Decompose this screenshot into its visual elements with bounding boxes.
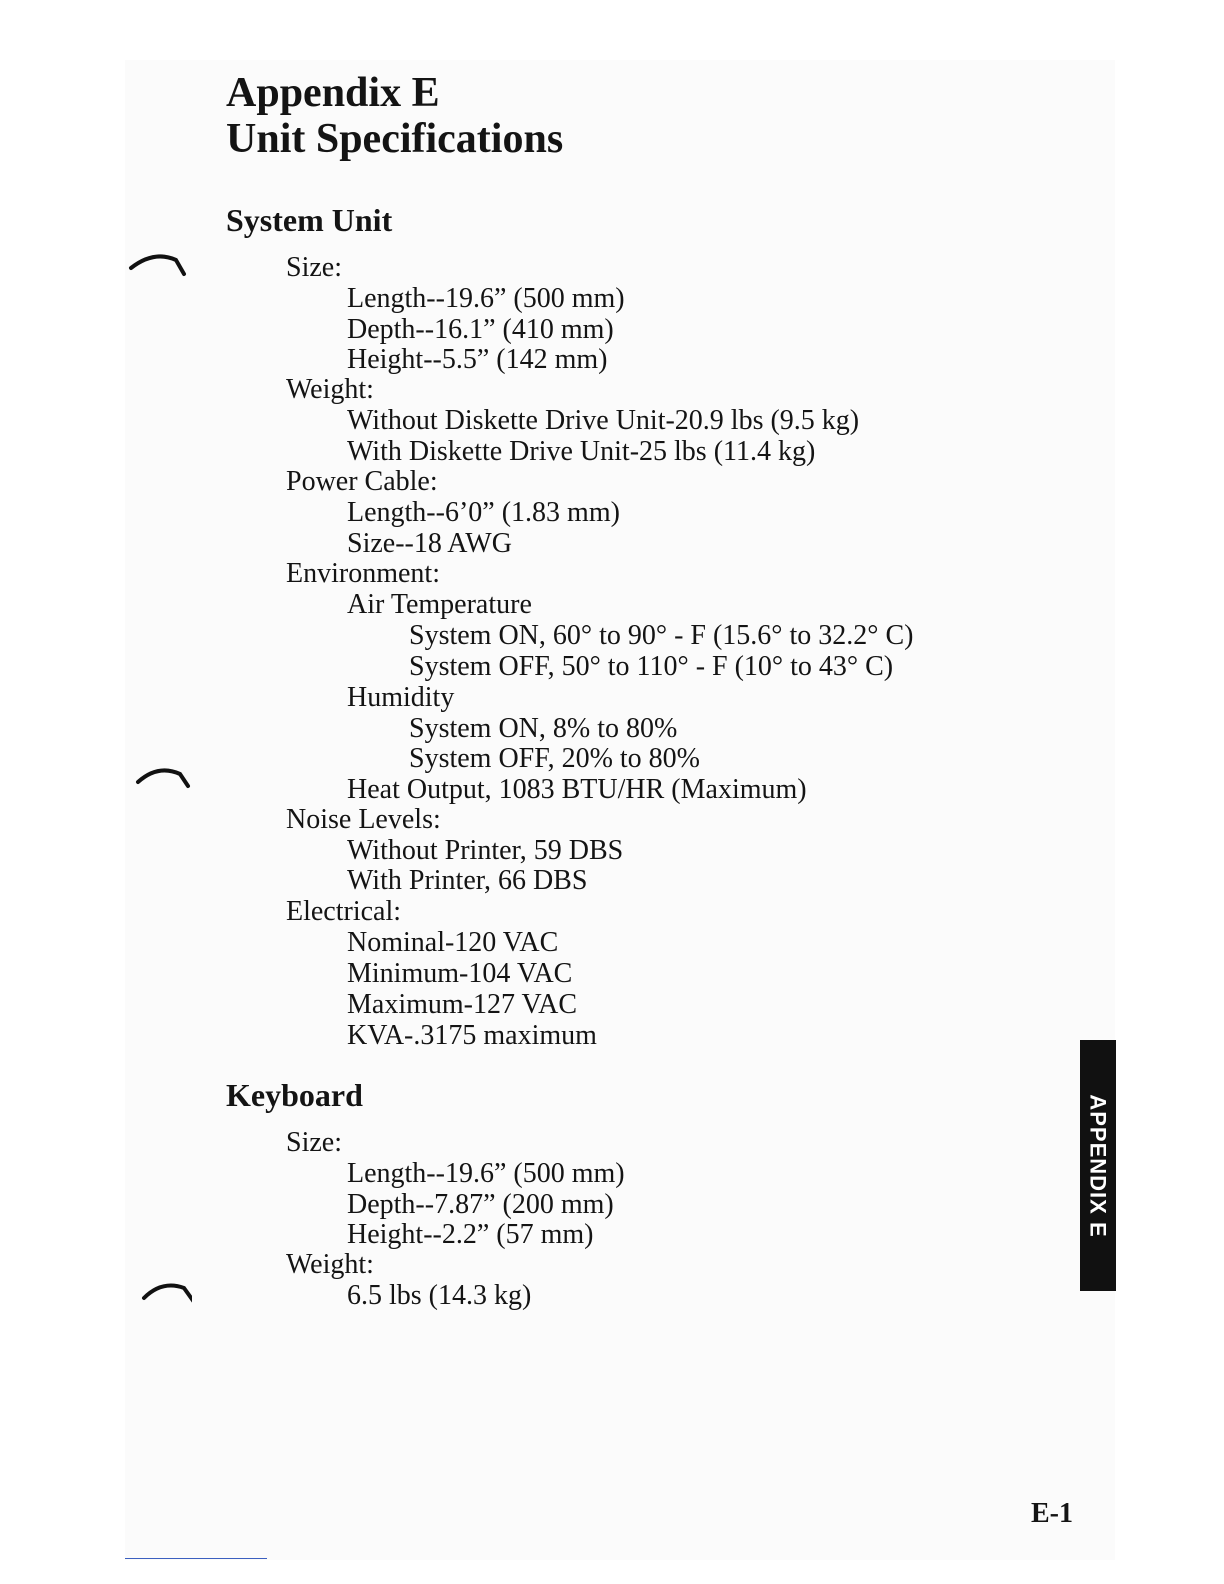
- noise-levels-label: Noise Levels:: [286, 804, 441, 835]
- system-weight-with-drive: With Diskette Drive Unit-25 lbs (11.4 kg): [347, 436, 816, 467]
- page-number: E-1: [1031, 1498, 1073, 1529]
- electrical-maximum: Maximum-127 VAC: [347, 989, 577, 1020]
- noise-with-printer: With Printer, 66 DBS: [347, 865, 588, 896]
- footer-rule: [125, 1558, 267, 1559]
- air-temperature-off: System OFF, 50° to 110° - F (10° to 43° C): [409, 651, 894, 682]
- power-cable-size: Size--18 AWG: [347, 528, 512, 559]
- keyboard-size-label: Size:: [286, 1127, 342, 1158]
- system-weight-label: Weight:: [286, 374, 374, 405]
- appendix-thumb-tab: [1080, 1040, 1116, 1291]
- keyboard-heading: Keyboard: [226, 1077, 363, 1113]
- electrical-kva: KVA-.3175 maximum: [347, 1020, 597, 1051]
- air-temperature-on: System ON, 60° to 90° - F (15.6° to 32.2° C): [409, 620, 914, 651]
- keyboard-size-length: Length--19.6” (500 mm): [347, 1158, 625, 1189]
- power-cable-length: Length--6’0” (1.83 mm): [347, 497, 620, 528]
- electrical-nominal: Nominal-120 VAC: [347, 927, 559, 958]
- system-unit-heading: System Unit: [226, 202, 393, 238]
- humidity-label: Humidity: [347, 682, 455, 713]
- heat-output: Heat Output, 1083 BTU/HR (Maximum): [347, 774, 807, 805]
- binder-hole-mark-top: [128, 252, 192, 282]
- humidity-off: System OFF, 20% to 80%: [409, 743, 701, 774]
- system-size-length: Length--19.6” (500 mm): [347, 283, 625, 314]
- system-size-label: Size:: [286, 252, 342, 283]
- system-size-depth: Depth--16.1” (410 mm): [347, 314, 614, 345]
- electrical-minimum: Minimum-104 VAC: [347, 958, 573, 989]
- air-temperature-label: Air Temperature: [347, 589, 532, 620]
- power-cable-label: Power Cable:: [286, 466, 438, 497]
- keyboard-weight-label: Weight:: [286, 1249, 374, 1280]
- noise-without-printer: Without Printer, 59 DBS: [347, 835, 624, 866]
- electrical-label: Electrical:: [286, 896, 402, 927]
- humidity-on: System ON, 8% to 80%: [409, 713, 678, 744]
- page-title-line-2: Unit Specifications: [226, 116, 564, 162]
- environment-label: Environment:: [286, 558, 440, 589]
- system-size-height: Height--5.5” (142 mm): [347, 344, 608, 375]
- keyboard-weight-value: 6.5 lbs (14.3 kg): [347, 1280, 532, 1311]
- keyboard-size-height: Height--2.2” (57 mm): [347, 1219, 594, 1250]
- appendix-tab-label: APPENDIX E: [1086, 1093, 1112, 1238]
- system-weight-without-drive: Without Diskette Drive Unit-20.9 lbs (9.5 kg): [347, 405, 860, 436]
- keyboard-size-depth: Depth--7.87” (200 mm): [347, 1189, 614, 1220]
- binder-hole-mark-middle: [128, 760, 192, 790]
- page-title-line-1: Appendix E: [226, 70, 440, 116]
- binder-hole-mark-bottom: [128, 1276, 192, 1306]
